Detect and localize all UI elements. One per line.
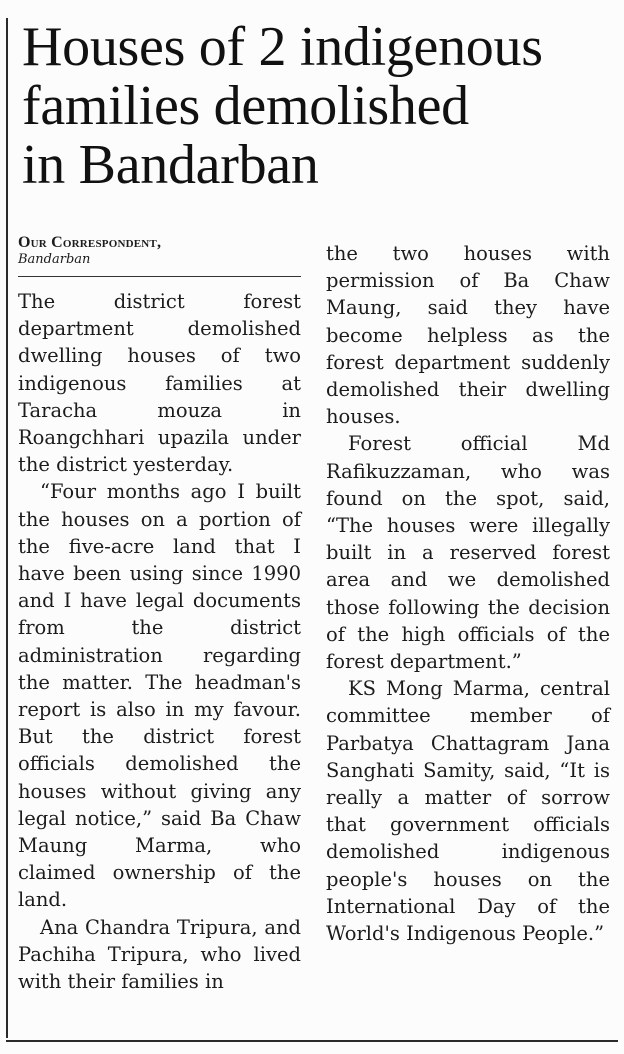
byline-author: Our Correspondent, bbox=[18, 234, 162, 251]
paragraph: The district forest department demolished dwelling houses of two indigenous families at Taracha mouza in Roangchhari upazila under the district yesterday. bbox=[18, 290, 301, 477]
headline bbox=[22, 18, 617, 195]
paragraph: “Four months ago I built the houses on a portion of the five-acre land that I have been using since 1990 and I have legal documents from the district administration regarding the matter. The headman's report is also in my favour. But the district forest officials demolished the houses without giving any legal notice,” said Ba Chaw Maung Marma, who claimed ownership of the land. bbox=[18, 480, 301, 912]
headline-line-1: Houses of 2 indigenous bbox=[22, 16, 543, 78]
headline-line-2: families demolished bbox=[22, 75, 469, 137]
byline-dateline: Bandarban bbox=[18, 252, 91, 267]
article-column-right bbox=[326, 240, 610, 947]
paragraph: the two houses with permission of Ba Chaw Maung, said they have become helpless as the forest department suddenly demolished their dwelling houses. bbox=[326, 242, 610, 429]
headline-line-3: in Bandarban bbox=[22, 134, 319, 196]
paragraph: KS Mong Marma, central committee member of Parbatya Chattagram Jana Sanghati Samity, said, “It is really a matter of sorrow that government officials demolished indigenous people's houses on the International Day of the World's Indigenous People.” bbox=[326, 677, 610, 946]
paragraph: Forest official Md Rafikuzzaman, who was found on the spot, said, “The houses were illegally built in a reserved forest area and we demolished those following the decision of the high officials of the forest department.” bbox=[326, 432, 610, 674]
paragraph: Ana Chandra Tripura, and Pachiha Tripura, who lived with their families in bbox=[18, 915, 301, 994]
left-column-rule bbox=[6, 18, 8, 1038]
bottom-rule bbox=[6, 1040, 618, 1042]
article-column-left bbox=[18, 234, 301, 995]
byline-divider bbox=[18, 276, 301, 277]
